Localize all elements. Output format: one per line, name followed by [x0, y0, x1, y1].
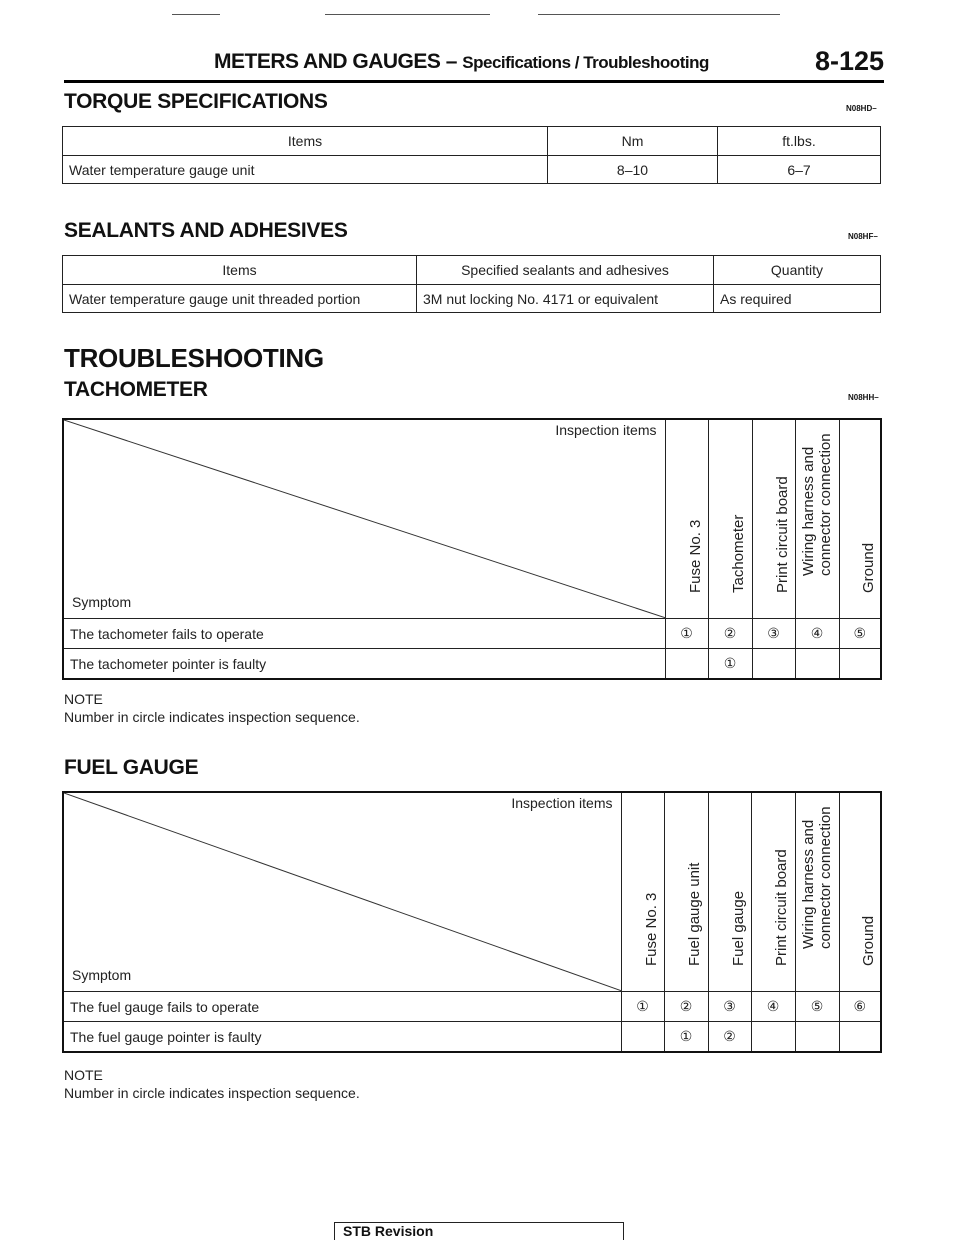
col-header — [621, 792, 664, 992]
col-header-text: Fuse No. 3 — [686, 519, 704, 593]
col-header: Quantity — [714, 256, 881, 285]
table-row — [63, 1022, 881, 1053]
tachometer-note — [64, 690, 360, 726]
sequence-cell — [751, 1022, 795, 1053]
fuel-gauge-heading: FUEL GAUGE — [64, 756, 199, 779]
diagonal-line — [64, 793, 622, 991]
col-header-text: Print circuit board — [773, 476, 791, 593]
tachometer-table — [62, 418, 882, 680]
page-subtitle: Specifications / Troubleshooting — [462, 53, 709, 72]
symptom-label: Symptom — [72, 594, 132, 610]
sequence-cell: ⑥ — [839, 992, 881, 1022]
sequence-cell: ① — [621, 992, 664, 1022]
tachometer-code: N08HH– — [848, 393, 879, 402]
tachometer-heading: TACHOMETER — [64, 378, 208, 401]
col-header: Specified sealants and adhesives — [417, 256, 714, 285]
table-row — [63, 285, 881, 313]
page-title — [214, 50, 709, 74]
symptom-cell: The fuel gauge pointer is faulty — [63, 1022, 621, 1053]
note-text: Number in circle indicates inspection sequence. — [64, 1085, 360, 1101]
stb-revision-box — [334, 1222, 624, 1240]
table-cell: As required — [714, 285, 881, 313]
torque-code: N08HD– — [846, 104, 877, 113]
sealants-table — [62, 255, 881, 313]
page-number: 8-125 — [814, 46, 884, 76]
col-header — [839, 419, 881, 619]
col-header — [839, 792, 881, 992]
col-header-text: Fuel gauge unit — [686, 862, 703, 966]
sequence-cell: ⑤ — [839, 619, 881, 649]
table-cell: 3M nut locking No. 4171 or equivalent — [417, 285, 714, 313]
page-title-main: METERS AND GAUGES – — [214, 50, 463, 73]
col-header: Nm — [548, 127, 718, 156]
symptom-cell: The tachometer fails to operate — [63, 619, 665, 649]
table-header-row — [63, 792, 881, 992]
page-header — [64, 46, 884, 83]
troubleshooting-heading: TROUBLESHOOTING — [64, 343, 324, 373]
top-rule-3 — [538, 14, 780, 15]
sequence-cell — [752, 649, 795, 680]
col-header-text: Print circuit board — [773, 849, 790, 966]
note-title: NOTE — [64, 691, 103, 707]
symptom-label: Symptom — [72, 967, 132, 983]
fuel-gauge-table — [62, 791, 882, 1053]
col-header — [708, 419, 752, 619]
col-header-text: Wiring harness and connector connection — [800, 433, 834, 576]
sequence-cell — [621, 1022, 664, 1053]
note-title: NOTE — [64, 1067, 103, 1083]
table-row — [63, 156, 881, 184]
symptom-cell: The fuel gauge fails to operate — [63, 992, 621, 1022]
sequence-cell — [665, 649, 708, 680]
table-cell: 6–7 — [718, 156, 881, 184]
sequence-cell: ④ — [795, 619, 839, 649]
table-cell: Water temperature gauge unit — [63, 156, 548, 184]
sequence-cell: ③ — [708, 992, 751, 1022]
diagonal-line — [64, 420, 666, 618]
col-header — [795, 792, 839, 992]
sequence-cell: ① — [665, 619, 708, 649]
sequence-cell: ③ — [752, 619, 795, 649]
sequence-cell — [795, 1022, 839, 1053]
sequence-cell: ① — [664, 1022, 708, 1053]
sequence-cell: ② — [708, 619, 752, 649]
col-header — [795, 419, 839, 619]
sealants-heading: SEALANTS AND ADHESIVES — [64, 219, 348, 242]
torque-heading: TORQUE SPECIFICATIONS — [64, 90, 328, 113]
sequence-cell — [839, 649, 881, 680]
sequence-cell: ① — [708, 649, 752, 680]
col-header-text: Ground — [859, 915, 877, 966]
sequence-cell: ② — [708, 1022, 751, 1053]
table-row — [63, 619, 881, 649]
symptom-cell: The tachometer pointer is faulty — [63, 649, 665, 680]
col-header — [751, 792, 795, 992]
sequence-cell — [839, 1022, 881, 1053]
sealants-code: N08HF– — [848, 232, 878, 241]
col-header-text: Fuse No. 3 — [642, 892, 660, 966]
table-cell: Water temperature gauge unit threaded portion — [63, 285, 417, 313]
inspection-items-label: Inspection items — [511, 795, 613, 811]
top-rule-1 — [172, 14, 220, 15]
col-header: Items — [63, 256, 417, 285]
sequence-cell: ④ — [751, 992, 795, 1022]
col-header-text: Fuel gauge — [729, 890, 747, 966]
table-header-row — [63, 419, 881, 619]
fuel-gauge-note — [64, 1066, 360, 1102]
col-header — [665, 419, 708, 619]
note-text: Number in circle indicates inspection sequence. — [64, 709, 360, 725]
sequence-cell: ⑤ — [795, 992, 839, 1022]
table-row — [63, 992, 881, 1022]
diagonal-header-cell — [63, 419, 665, 619]
table-header-row — [63, 127, 881, 156]
col-header — [708, 792, 751, 992]
table-cell: 8–10 — [548, 156, 718, 184]
diagonal-header-cell — [63, 792, 621, 992]
col-header — [664, 792, 708, 992]
sequence-cell: ② — [664, 992, 708, 1022]
inspection-items-label: Inspection items — [555, 422, 657, 438]
table-row — [63, 649, 881, 680]
top-rule-2 — [325, 14, 490, 15]
table-header-row — [63, 256, 881, 285]
torque-table — [62, 126, 881, 184]
sequence-cell — [795, 649, 839, 680]
col-header-text: Ground — [859, 542, 877, 593]
col-header — [752, 419, 795, 619]
col-header-text: Tachometer — [730, 514, 747, 593]
col-header-text: Wiring harness and connector connection — [800, 806, 834, 949]
stb-revision-label: STB Revision — [343, 1223, 434, 1239]
col-header: ft.lbs. — [718, 127, 881, 156]
col-header: Items — [63, 127, 548, 156]
